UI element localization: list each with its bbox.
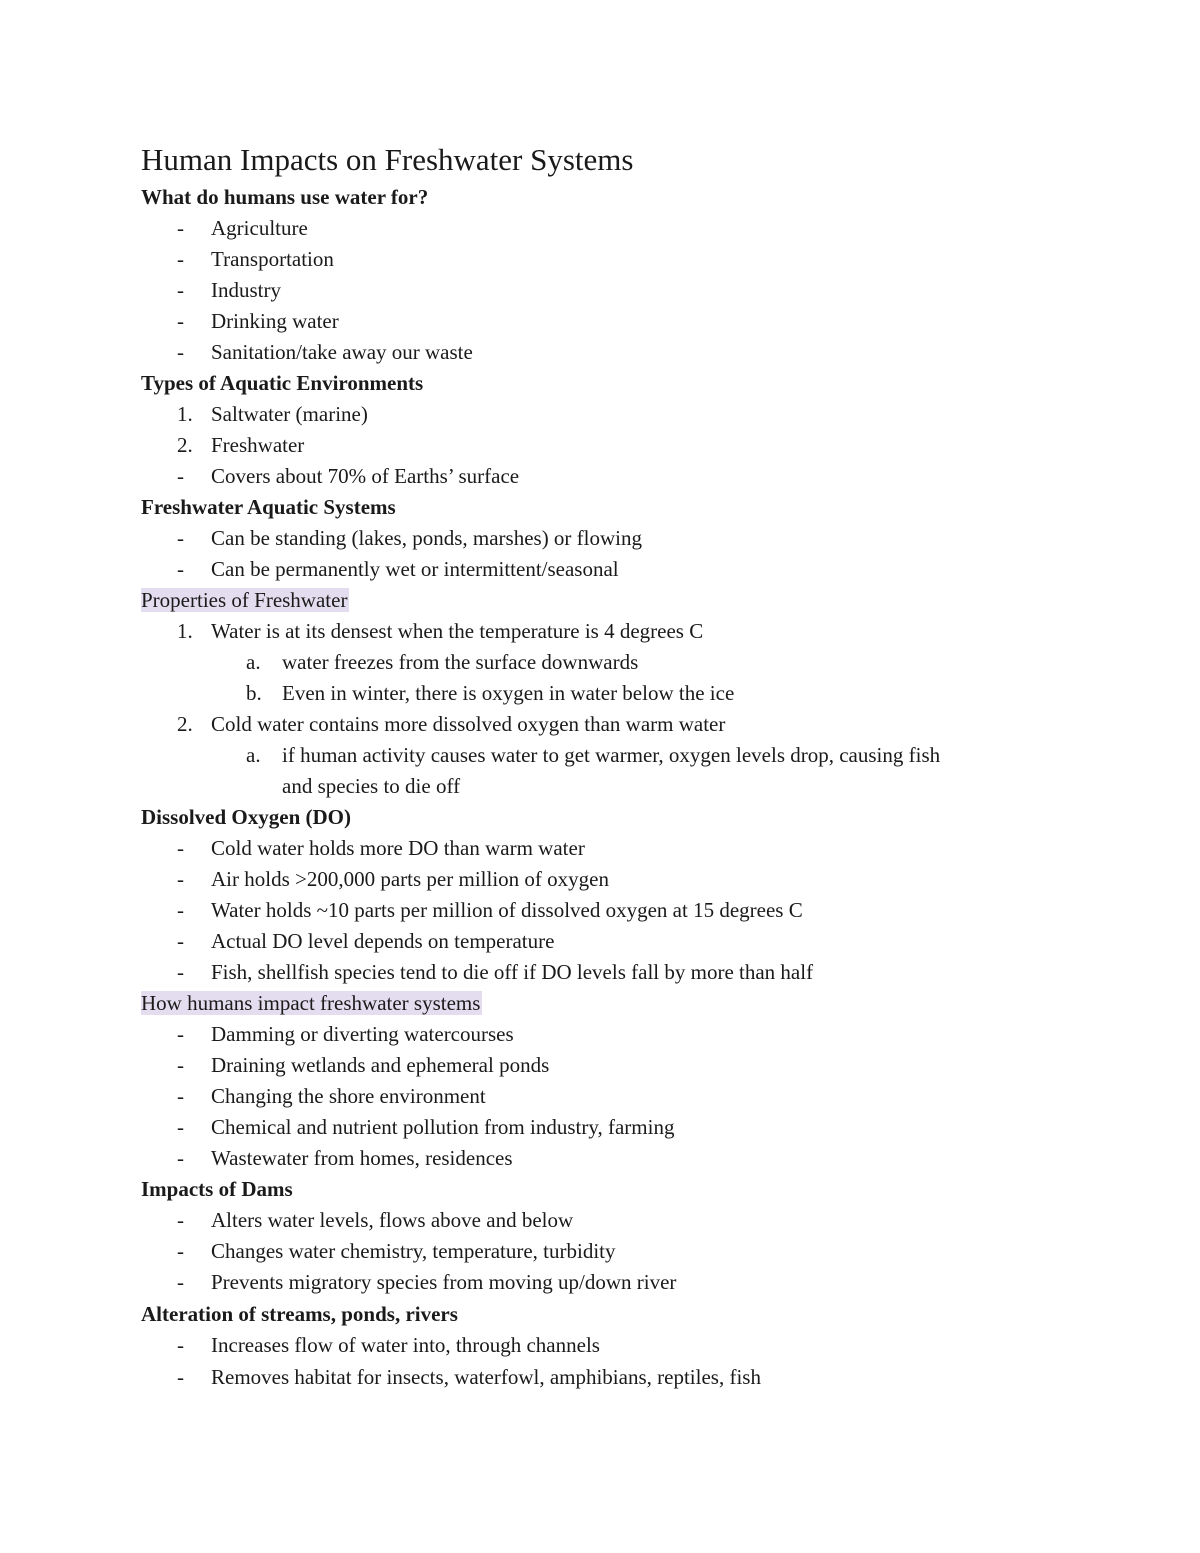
list-item-text: Cold water holds more DO than warm water bbox=[211, 836, 585, 860]
sub-list-marker: b. bbox=[246, 681, 262, 705]
list-marker: - bbox=[177, 1022, 184, 1046]
list-marker: - bbox=[177, 557, 184, 581]
list-marker: - bbox=[177, 278, 184, 302]
list-marker: - bbox=[177, 1146, 184, 1170]
page-title: Human Impacts on Freshwater Systems bbox=[141, 142, 634, 177]
list-marker: - bbox=[177, 1365, 184, 1389]
list-marker: - bbox=[177, 1115, 184, 1139]
section-heading: Impacts of Dams bbox=[141, 1177, 293, 1201]
section-heading: Alteration of streams, ponds, rivers bbox=[141, 1302, 458, 1326]
sub-list-item-text: if human activity causes water to get warmer, oxygen levels drop, causing fish bbox=[282, 743, 941, 767]
list-marker: - bbox=[177, 960, 184, 984]
list-marker: - bbox=[177, 1270, 184, 1294]
list-item-text: Prevents migratory species from moving up/down river bbox=[211, 1270, 677, 1294]
list-marker: - bbox=[177, 309, 184, 333]
sub-list-marker: a. bbox=[246, 650, 261, 674]
list-item-text: Air holds >200,000 parts per million of oxygen bbox=[211, 867, 609, 891]
list-marker: - bbox=[177, 867, 184, 891]
list-item-text: Actual DO level depends on temperature bbox=[211, 929, 555, 953]
list-item-text: Alters water levels, flows above and below bbox=[211, 1208, 574, 1232]
list-marker: - bbox=[177, 216, 184, 240]
list-item-text: Changing the shore environment bbox=[211, 1084, 486, 1108]
list-marker: - bbox=[177, 1053, 184, 1077]
section-heading: Freshwater Aquatic Systems bbox=[141, 495, 396, 519]
list-item-text: Water is at its densest when the temperature is 4 degrees C bbox=[211, 619, 704, 643]
list-item-text: Covers about 70% of Earths’ surface bbox=[211, 464, 520, 488]
list-marker: - bbox=[177, 1239, 184, 1263]
list-marker: 2. bbox=[177, 712, 193, 736]
list-marker: - bbox=[177, 1084, 184, 1108]
list-item-text: Drinking water bbox=[211, 309, 339, 333]
list-item-text: Wastewater from homes, residences bbox=[211, 1146, 513, 1170]
list-marker: 2. bbox=[177, 433, 193, 457]
sub-list-marker: a. bbox=[246, 743, 261, 767]
sub-list-item-text: and species to die off bbox=[282, 774, 461, 798]
list-marker: - bbox=[177, 1333, 184, 1357]
list-marker: - bbox=[177, 340, 184, 364]
list-item-text: Changes water chemistry, temperature, turbidity bbox=[211, 1239, 616, 1263]
sub-list-item-text: water freezes from the surface downwards bbox=[282, 650, 639, 674]
list-item-text: Agriculture bbox=[211, 216, 308, 240]
list-item-text: Fish, shellfish species tend to die off if DO levels fall by more than half bbox=[211, 960, 814, 984]
list-item-text: Saltwater (marine) bbox=[211, 402, 368, 426]
list-item-text: Chemical and nutrient pollution from industry, farming bbox=[211, 1115, 675, 1139]
list-item-text: Sanitation/take away our waste bbox=[211, 340, 473, 364]
list-item-text: Transportation bbox=[211, 247, 334, 271]
list-marker: - bbox=[177, 898, 184, 922]
list-marker: - bbox=[177, 929, 184, 953]
list-item-text: Water holds ~10 parts per million of dissolved oxygen at 15 degrees C bbox=[211, 898, 803, 922]
list-item-text: Can be permanently wet or intermittent/seasonal bbox=[211, 557, 619, 581]
list-marker: 1. bbox=[177, 402, 193, 426]
section-heading: Types of Aquatic Environments bbox=[141, 371, 424, 395]
list-marker: 1. bbox=[177, 619, 193, 643]
list-marker: - bbox=[177, 464, 184, 488]
list-marker: - bbox=[177, 836, 184, 860]
list-marker: - bbox=[177, 247, 184, 271]
list-marker: - bbox=[177, 1208, 184, 1232]
highlighted-heading-text: How humans impact freshwater systems bbox=[141, 991, 481, 1015]
list-item-text: Can be standing (lakes, ponds, marshes) or flowing bbox=[211, 526, 643, 550]
highlighted-heading-text: Properties of Freshwater bbox=[141, 588, 348, 612]
list-item-text: Freshwater bbox=[211, 433, 305, 457]
section-heading-highlighted bbox=[141, 988, 482, 1019]
list-item-text: Removes habitat for insects, waterfowl, amphibians, reptiles, fish bbox=[211, 1365, 761, 1389]
section-heading-highlighted bbox=[141, 585, 349, 616]
list-item-text: Cold water contains more dissolved oxygen than warm water bbox=[211, 712, 726, 736]
list-item-text: Draining wetlands and ephemeral ponds bbox=[211, 1053, 550, 1077]
list-item-text: Increases flow of water into, through channels bbox=[211, 1333, 600, 1357]
sub-list-item-text: Even in winter, there is oxygen in water below the ice bbox=[282, 681, 735, 705]
list-item-text: Industry bbox=[211, 278, 281, 302]
list-item-text: Damming or diverting watercourses bbox=[211, 1022, 514, 1046]
section-heading: What do humans use water for? bbox=[141, 185, 429, 209]
section-heading: Dissolved Oxygen (DO) bbox=[141, 805, 351, 829]
list-marker: - bbox=[177, 526, 184, 550]
